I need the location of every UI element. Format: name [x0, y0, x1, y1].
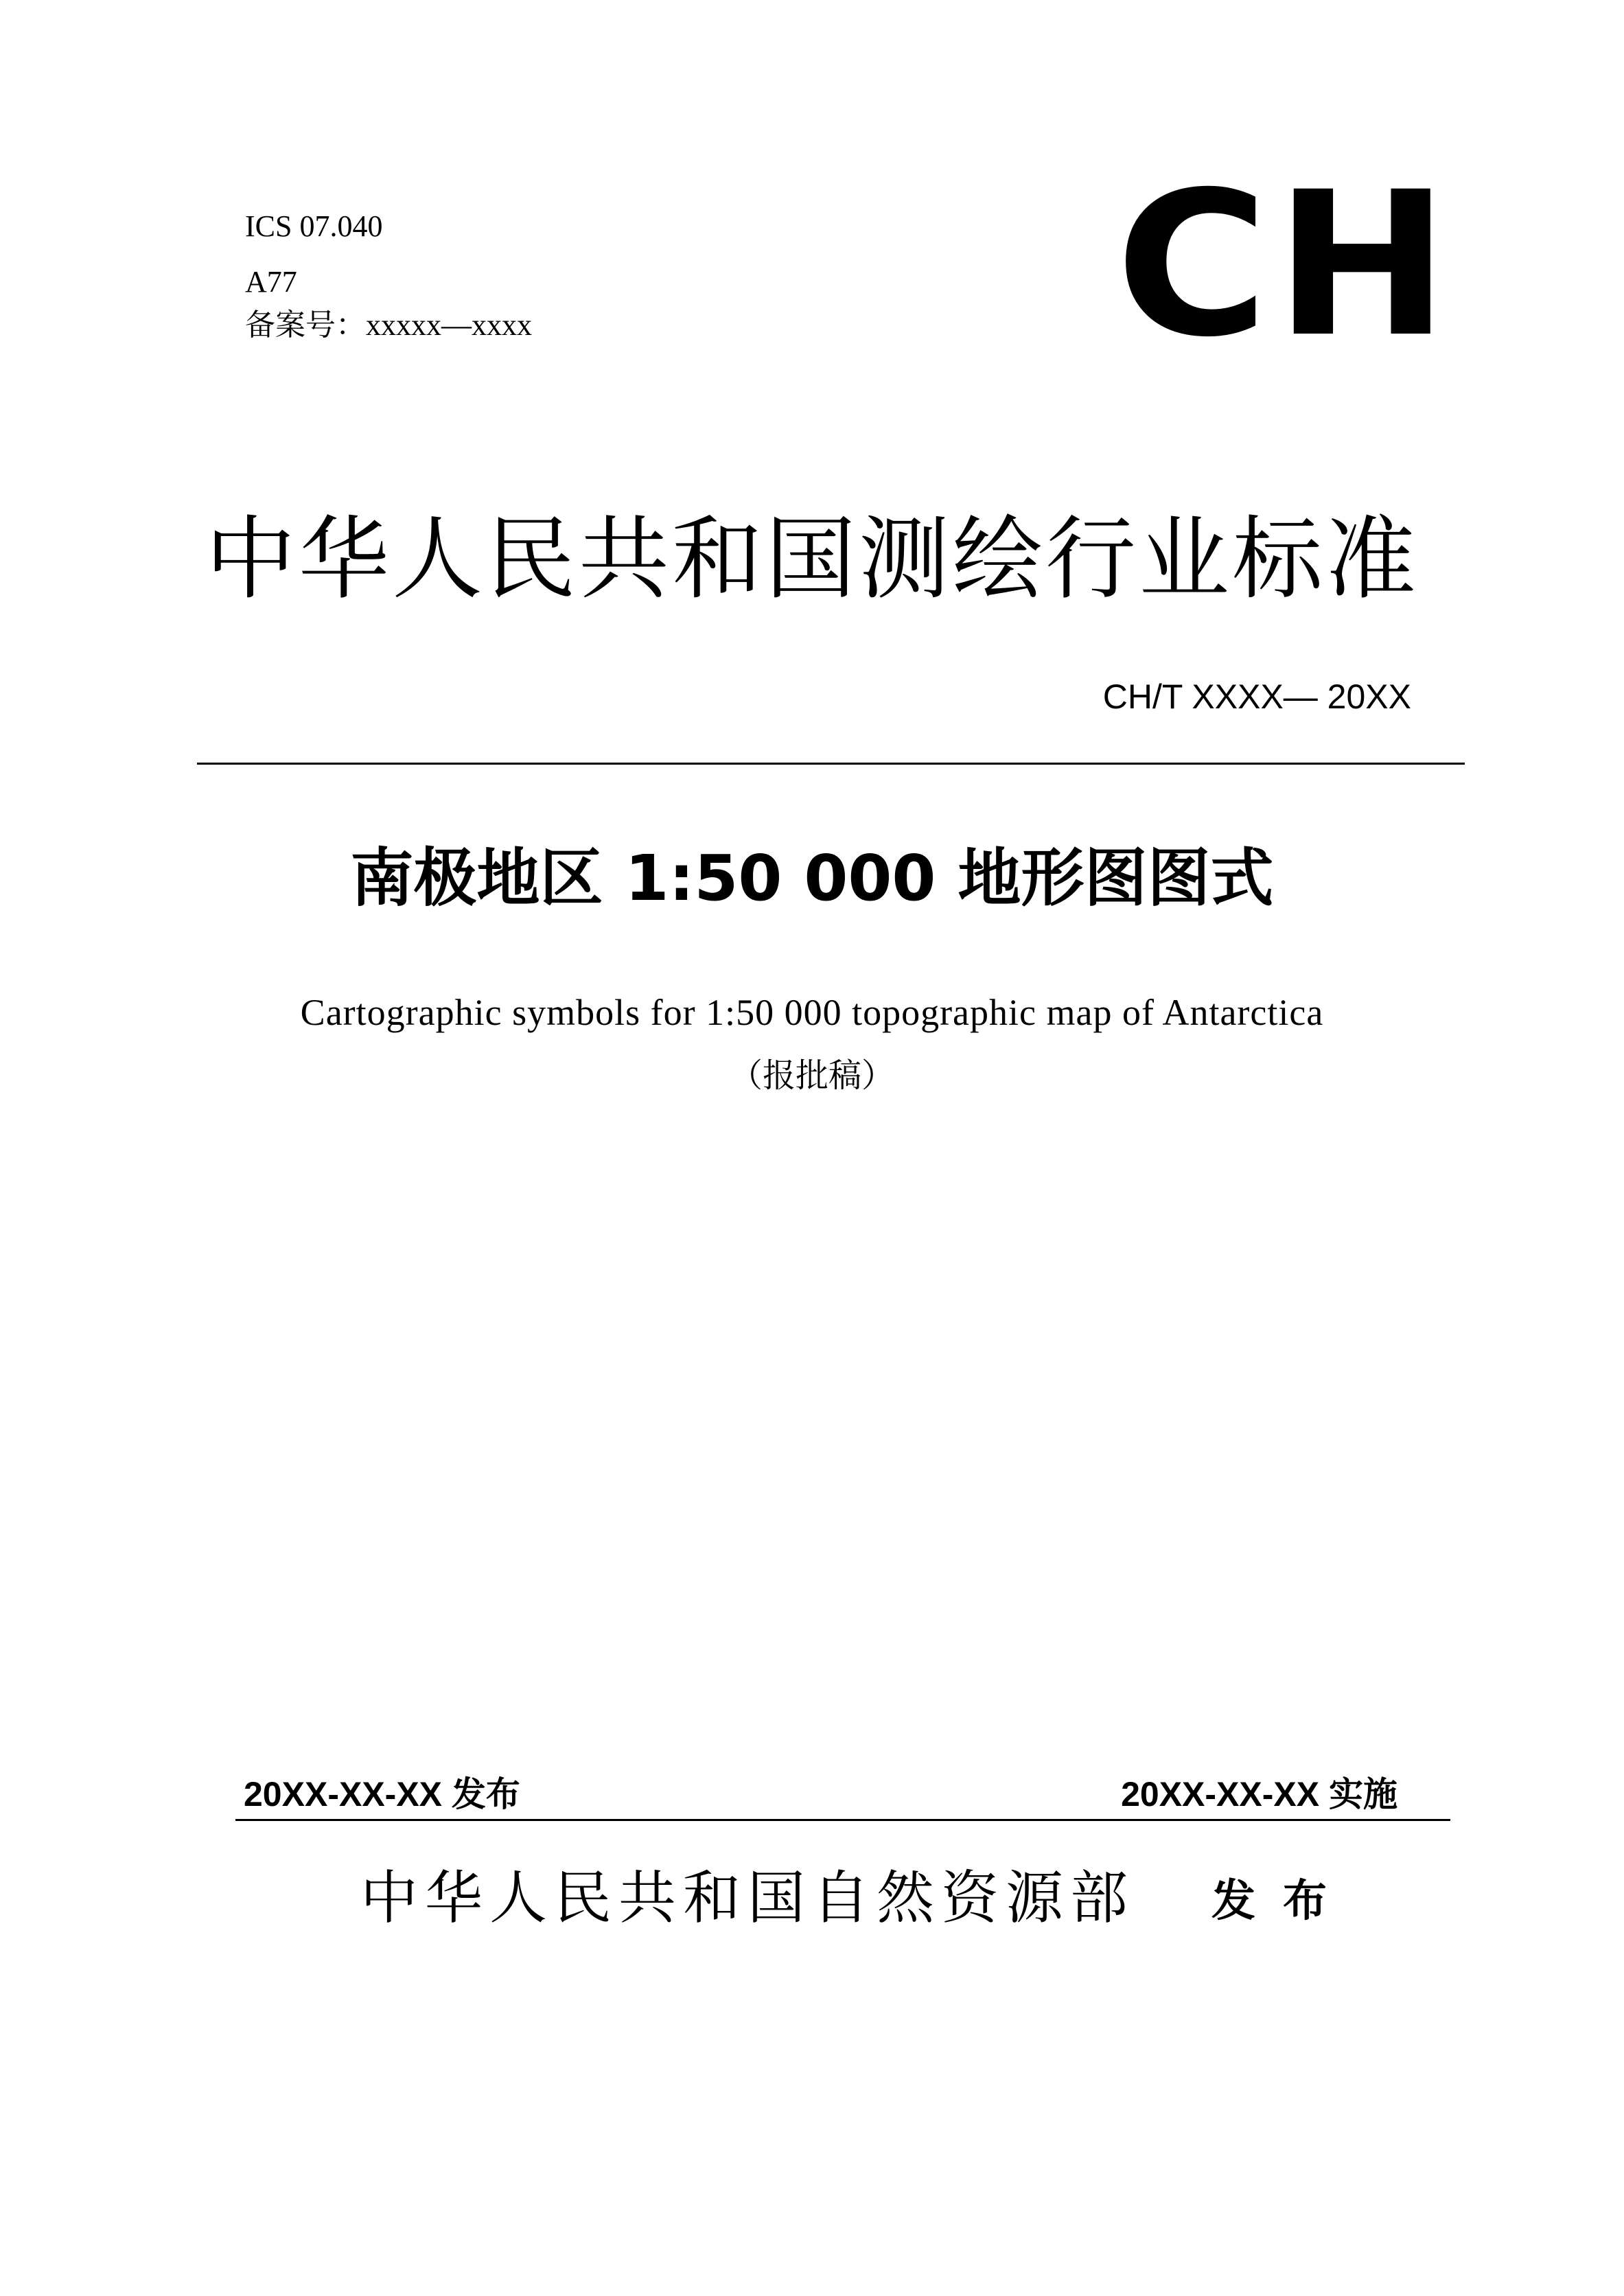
implement-date: 20XX-XX-XX 实施 [1121, 1775, 1397, 1813]
document-title-english: Cartographic symbols for 1:50 000 topographic map of Antarctica [300, 992, 1324, 1033]
standard-number: CH/T XXXX— 20XX [1102, 677, 1411, 716]
draft-status: （报批稿） [729, 1056, 894, 1095]
issuer-action: 发布 [1211, 1876, 1354, 1927]
top-divider [197, 763, 1465, 765]
filing-number: 备案号：xxxxx—xxxx [245, 308, 532, 342]
publish-date: 20XX-XX-XX 发布 [244, 1775, 520, 1813]
bottom-divider [235, 1819, 1450, 1821]
ics-code: ICS 07.040 [245, 209, 383, 243]
ch-logo: CH [1115, 150, 1456, 381]
issuing-authority: 中华人民共和国自然资源部 [360, 1864, 1135, 1932]
ccs-code: A77 [245, 265, 297, 299]
standard-heading: 中华人民共和国测绘行业标准 [205, 507, 1419, 612]
document-title: 南极地区 1:50 000 地形图图式 [350, 842, 1274, 915]
